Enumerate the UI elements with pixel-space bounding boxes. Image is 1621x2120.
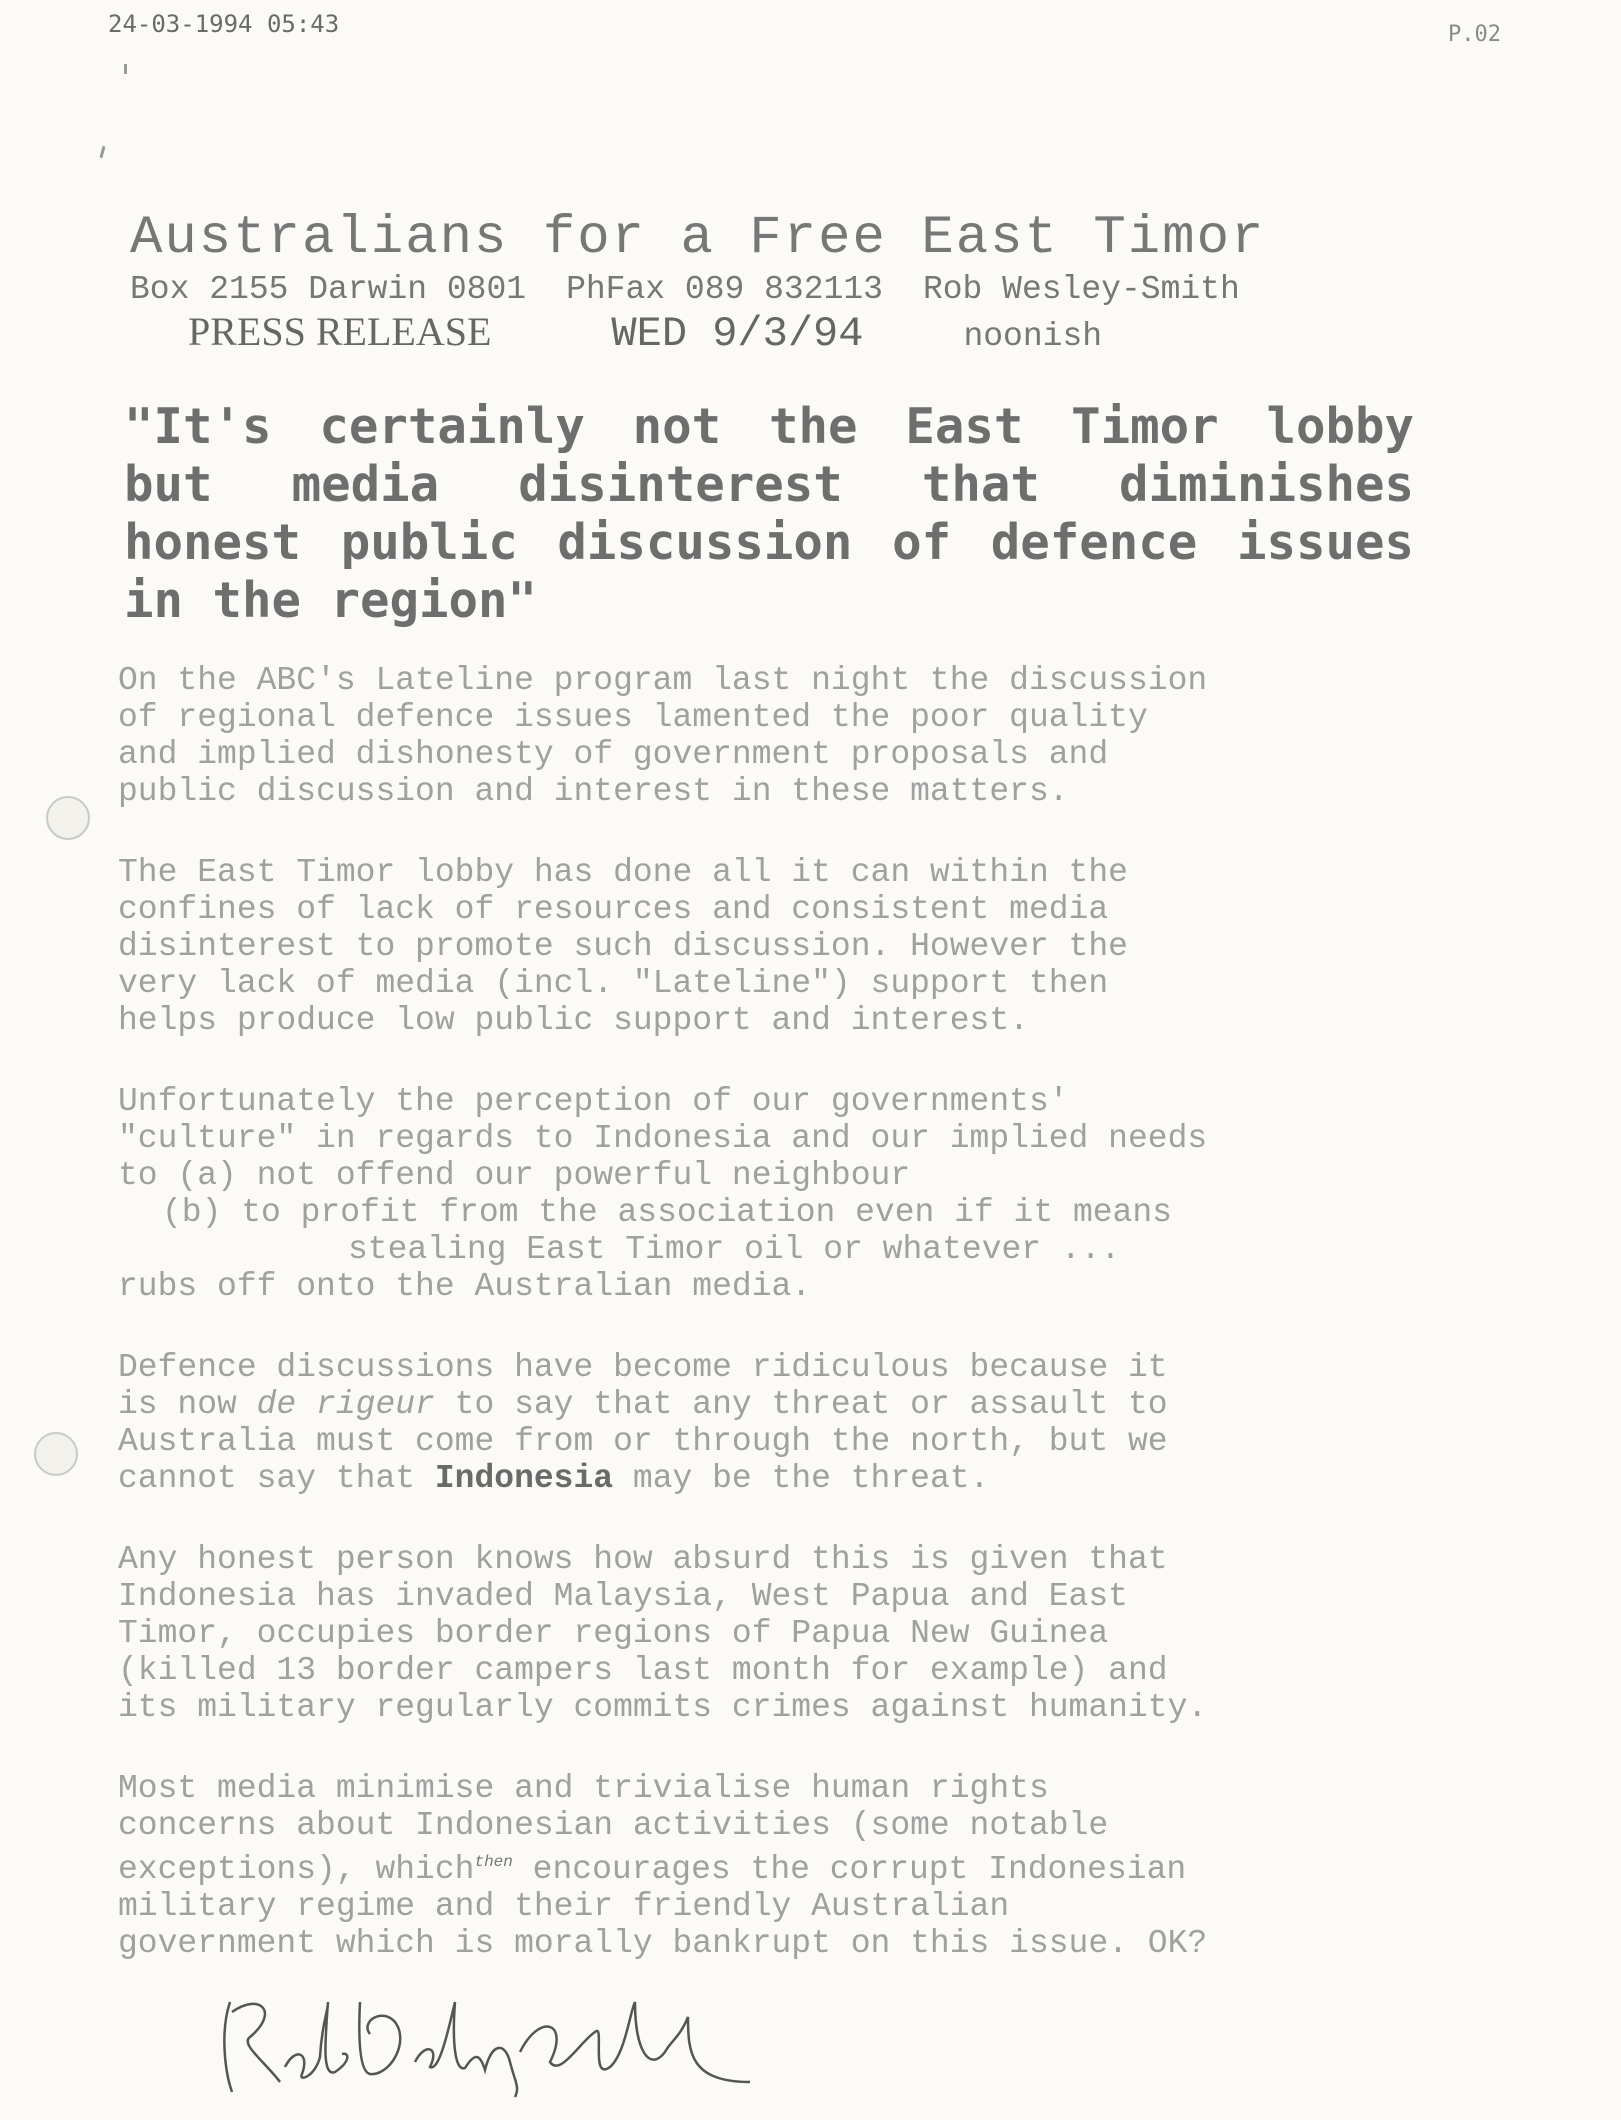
paragraph-4: [118, 1349, 1384, 1497]
stray-mark: [99, 146, 105, 158]
text-line: helps produce low public support and interest.: [118, 1002, 1029, 1039]
text-fragment: cannot say that: [118, 1460, 435, 1497]
handwritten-insert: then: [474, 1853, 513, 1871]
text-line: public discussion and interest in these matters.: [118, 773, 1069, 810]
fax-page-number: P.02: [1448, 22, 1501, 47]
text-line: Any honest person knows how absurd this is given that: [118, 1541, 1168, 1578]
fax-header: [108, 10, 1501, 50]
punch-hole: [46, 796, 90, 840]
text-line: Timor, occupies border regions of Papua New Guinea: [118, 1615, 1109, 1652]
paragraph-2: [118, 854, 1384, 1039]
text-line: disinterest to promote such discussion. However the: [118, 928, 1128, 965]
text-fragment: encourages the corrupt Indonesian: [512, 1851, 1187, 1888]
text-line: very lack of media (incl. "Lateline") support then: [118, 965, 1109, 1002]
contact-line: [130, 271, 1430, 308]
organisation-name: Australians for a Free East Timor: [130, 208, 1266, 269]
text-fragment: is now: [118, 1386, 257, 1423]
text-line: Defence discussions have become ridiculous because it: [118, 1349, 1168, 1386]
text-line: its military regularly commits crimes against humanity.: [118, 1689, 1208, 1726]
emphasis-word: Indonesia: [434, 1460, 614, 1497]
text-line: [118, 1844, 1384, 1888]
press-release-label: PRESS RELEASE: [188, 309, 492, 354]
paragraph-6: [118, 1770, 1384, 1962]
stray-mark: [124, 64, 127, 74]
text-line: "culture" in regards to Indonesia and our implied needs: [118, 1120, 1208, 1157]
text-fragment: to say that any threat or assault to: [434, 1386, 1168, 1423]
text-line: concerns about Indonesian activities (some notable: [118, 1807, 1109, 1844]
text-line: The East Timor lobby has done all it can within the: [118, 854, 1128, 891]
paragraph-5: [118, 1541, 1384, 1726]
text-line: stealing East Timor oil or whatever ...: [348, 1231, 1121, 1268]
paragraph-3: [118, 1083, 1384, 1305]
text-fragment: exceptions), which: [118, 1851, 475, 1888]
text-line: Australia must come from or through the north, but we: [118, 1423, 1168, 1460]
punch-hole: [34, 1432, 78, 1476]
release-time: noonish: [963, 318, 1103, 355]
text-line: confines of lack of resources and consistent media: [118, 891, 1109, 928]
text-line: Most media minimise and trivialise human rights: [118, 1770, 1049, 1807]
text-line: rubs off onto the Australian media.: [118, 1268, 812, 1305]
text-fragment: may be the threat.: [613, 1460, 990, 1497]
text-line: [118, 1386, 1384, 1423]
text-line: and implied dishonesty of government proposals and: [118, 736, 1109, 773]
text-line: military regime and their friendly Australian: [118, 1888, 1010, 1925]
text-line: (b) to profit from the association even if it means: [162, 1194, 1172, 1231]
contact-person: Rob Wesley-Smith: [922, 271, 1240, 308]
headline: "It's certainly not the East Timor lobby but media disinterest that diminishes honest public discussion of defence issues in the region": [124, 398, 1414, 629]
release-date: WED 9/3/94: [611, 310, 864, 358]
handwritten-signature: [210, 1982, 770, 2102]
phone-fax: PhFax 089 832113: [566, 271, 883, 308]
release-line: [130, 308, 1430, 358]
text-line: of regional defence issues lamented the poor quality: [118, 699, 1148, 736]
press-release-body: [118, 662, 1384, 2006]
text-line: On the ABC's Lateline program last night the discussion: [118, 662, 1208, 699]
text-line: [118, 1460, 1384, 1497]
fax-timestamp: 24-03-1994 05:43: [108, 10, 340, 38]
text-line: Unfortunately the perception of our governments': [118, 1083, 1069, 1120]
paragraph-1: [118, 662, 1384, 810]
letterhead: [130, 208, 1430, 358]
text-line: to (a) not offend our powerful neighbour: [118, 1157, 911, 1194]
text-line: (killed 13 border campers last month for example) and: [118, 1652, 1168, 1689]
italic-phrase: de rigeur: [256, 1386, 435, 1423]
text-line: Indonesia has invaded Malaysia, West Papua and East: [118, 1578, 1128, 1615]
postal-box: Box 2155 Darwin 0801: [130, 271, 527, 308]
text-line: government which is morally bankrupt on this issue. OK?: [118, 1925, 1208, 1962]
